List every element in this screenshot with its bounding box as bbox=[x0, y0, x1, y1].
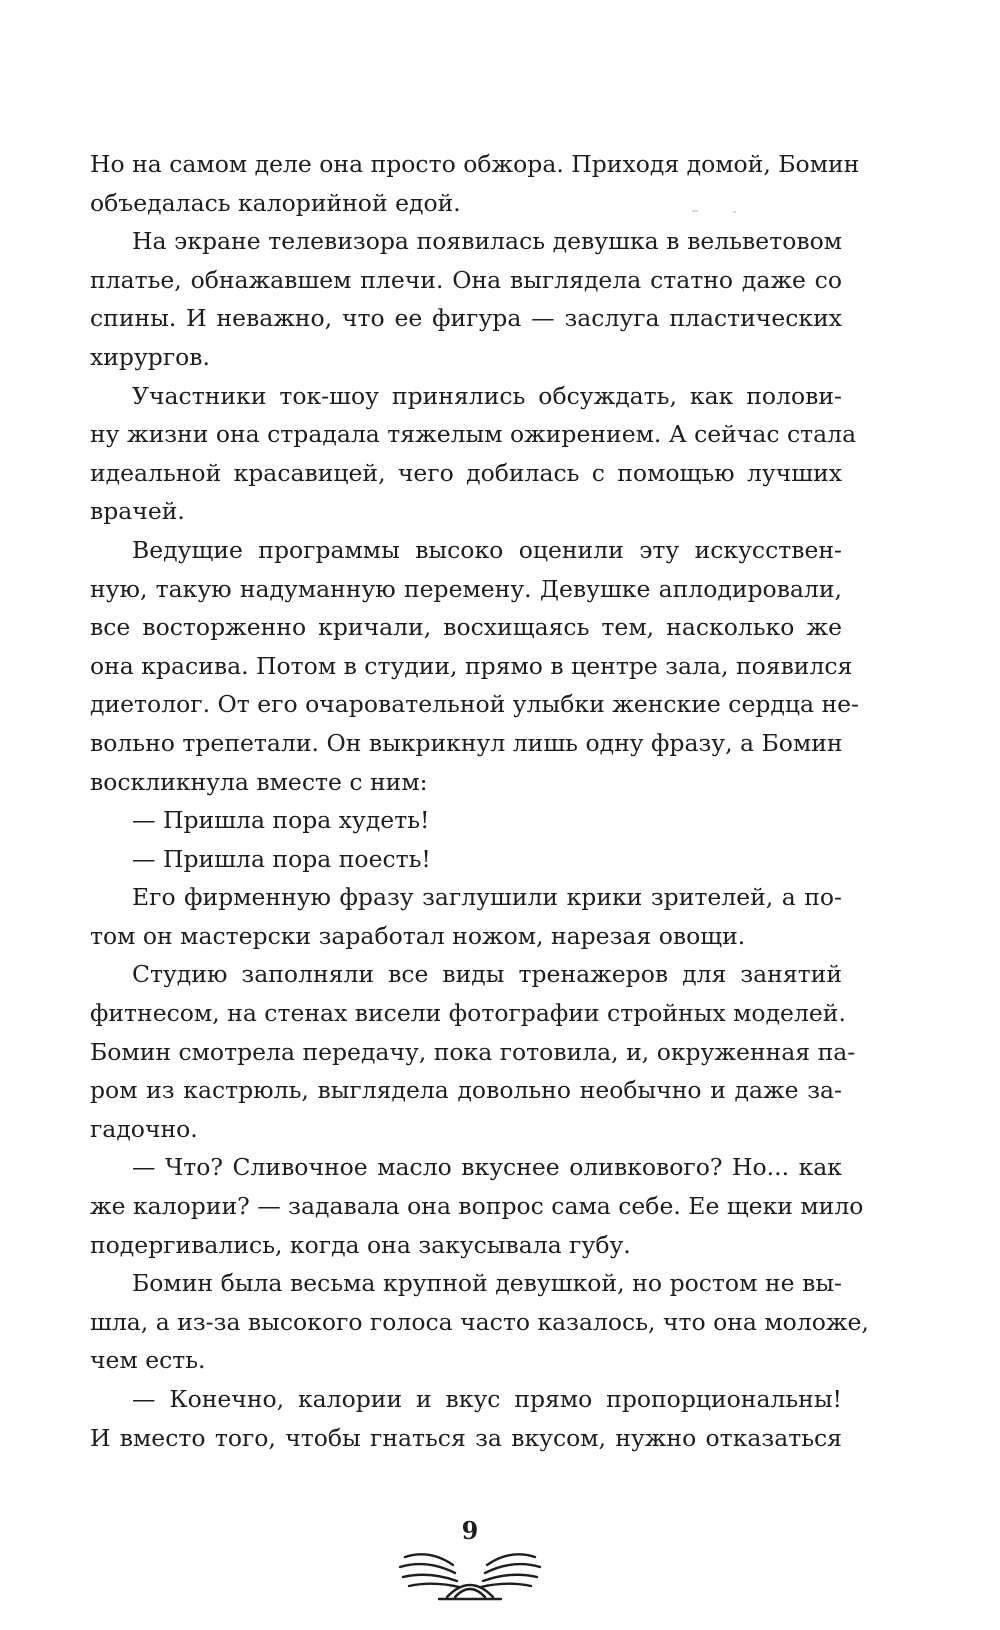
text-line: том он мастерски заработал ножом, нарезая овощи. bbox=[90, 921, 746, 950]
text-line: фитнесом, на стенах висели фотографии стройных моделей. bbox=[90, 999, 846, 1028]
text-line: диетолог. От его очаровательной улыбки женские сердца не- bbox=[90, 690, 859, 719]
text-line: шла, а из-за высокого голоса часто казалось, что она моложе, bbox=[90, 1307, 869, 1336]
text-line: — Пришла пора поесть! bbox=[132, 844, 431, 873]
text-line: — Пришла пора худеть! bbox=[132, 806, 430, 835]
text-line: подергивались, когда она закусывала губу. bbox=[90, 1230, 631, 1259]
text-line: воскликнула вместе с ним: bbox=[90, 767, 428, 796]
text-line: — Что? Сливочное масло вкуснее оливкового? Но... как bbox=[132, 1153, 842, 1182]
text-line: Ведущие программы высоко оценили эту искусствен- bbox=[132, 535, 842, 564]
text-line: вольно трепетали. Он выкрикнул лишь одну фразу, а Бомин bbox=[90, 728, 843, 757]
text-line: чем есть. bbox=[90, 1346, 206, 1375]
text-line: объедалась калорийной едой. bbox=[90, 188, 461, 217]
body-text bbox=[90, 145, 869, 1457]
text-line: Студию заполняли все виды тренажеров для занятий bbox=[132, 960, 842, 989]
text-line: ну жизни она страдала тяжелым ожирением. А сейчас стала bbox=[90, 420, 857, 449]
text-line: ром из кастрюль, выглядела довольно необычно и даже за- bbox=[90, 1076, 842, 1105]
page-number: 9 bbox=[461, 1516, 479, 1545]
text-line: Его фирменную фразу заглушили крики зрителей, а по- bbox=[132, 883, 842, 912]
text-line: — Конечно, калории и вкус прямо пропорциональны! bbox=[132, 1385, 842, 1413]
text-line: И вместо того, чтобы гнаться за вкусом, нужно отказаться bbox=[90, 1423, 842, 1452]
text-line: идеальной красавицей, чего добилась с помощью лучших bbox=[90, 458, 842, 487]
text-line: ную, такую надуманную перемену. Девушке аплодировали, bbox=[90, 574, 842, 603]
text-line: Бомин была весьма крупной девушкой, но ростом не вы- bbox=[132, 1269, 842, 1298]
text-line: гадочно. bbox=[90, 1114, 198, 1143]
text-line: все восторженно кричали, восхищаясь тем, насколько же bbox=[90, 613, 842, 642]
text-line: платье, обнажавшем плечи. Она выглядела статно даже со bbox=[90, 265, 842, 294]
text-line: Бомин смотрела передачу, пока готовила, и, окруженная па- bbox=[90, 1037, 856, 1066]
text-line: же калории? — задавала она вопрос сама себе. Ее щеки мило bbox=[90, 1192, 864, 1221]
text-line: На экране телевизора появилась девушка в вельветовом bbox=[132, 227, 842, 256]
text-line: она красива. Потом в студии, прямо в центре зала, появился bbox=[90, 651, 853, 680]
wave-ornament-icon bbox=[395, 1545, 545, 1605]
text-line: хирургов. bbox=[90, 342, 210, 371]
text-line: Но на самом деле она просто обжора. Приходя домой, Бомин bbox=[90, 150, 860, 178]
text-line: врачей. bbox=[90, 497, 185, 526]
text-line: Участники ток-шоу принялись обсуждать, как полови- bbox=[132, 381, 842, 410]
text-line: спины. И неважно, что ее фигура — заслуга пластических bbox=[90, 304, 842, 333]
